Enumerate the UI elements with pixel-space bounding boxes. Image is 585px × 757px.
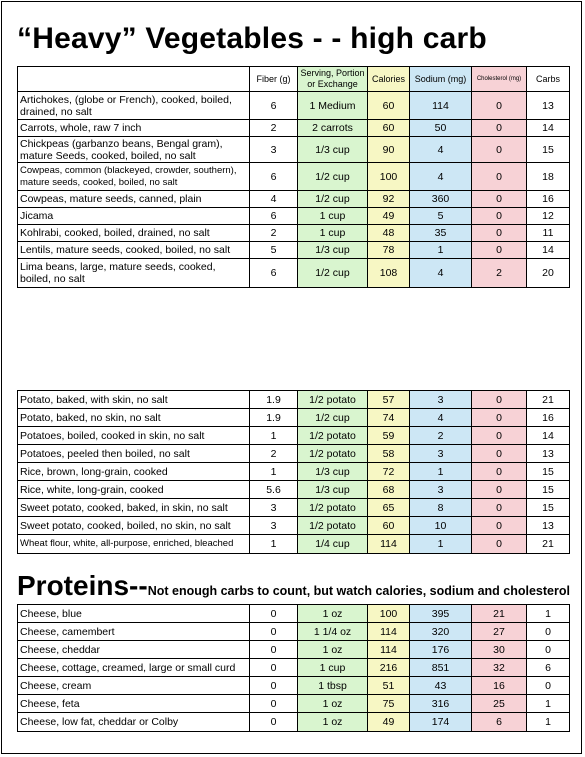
serving-cell: 1/2 cup xyxy=(298,259,368,288)
carbs-cell: 13 xyxy=(527,445,570,463)
sodium-cell: 395 xyxy=(410,605,472,623)
header-serving: Serving, Portion or Exchange xyxy=(298,67,368,92)
sodium-cell: 360 xyxy=(410,191,472,208)
food-name-cell: Cheese, cream xyxy=(18,677,250,695)
carbs-cell: 14 xyxy=(527,242,570,259)
serving-cell: 1/2 potato xyxy=(298,517,368,535)
cholesterol-cell: 0 xyxy=(472,137,527,163)
food-name-cell: Cowpeas, mature seeds, canned, plain xyxy=(18,191,250,208)
table-row xyxy=(18,695,570,713)
calories-cell: 92 xyxy=(368,191,410,208)
carbs-cell: 16 xyxy=(527,191,570,208)
table-row xyxy=(18,463,570,481)
food-name-cell: Lima beans, large, mature seeds, cooked, boiled, no salt xyxy=(18,259,250,288)
sodium-cell: 851 xyxy=(410,659,472,677)
food-name-cell: Cheese, low fat, cheddar or Colby xyxy=(18,713,250,732)
food-name-cell: Sweet potato, cooked, baked, in skin, no salt xyxy=(18,499,250,517)
carbs-cell: 18 xyxy=(527,163,570,191)
calories-cell: 60 xyxy=(368,120,410,137)
serving-cell: 1/3 cup xyxy=(298,137,368,163)
calories-cell: 51 xyxy=(368,677,410,695)
food-name-cell: Wheat flour, white, all-purpose, enriched, bleached xyxy=(18,535,250,554)
calories-cell: 100 xyxy=(368,163,410,191)
table-row xyxy=(18,481,570,499)
serving-cell: 1/3 cup xyxy=(298,242,368,259)
fiber-cell: 2 xyxy=(250,120,298,137)
table-row xyxy=(18,191,570,208)
serving-cell: 1/4 cup xyxy=(298,535,368,554)
proteins-title: Proteins-- xyxy=(17,570,148,601)
calories-cell: 49 xyxy=(368,713,410,732)
serving-cell: 1/2 potato xyxy=(298,427,368,445)
fiber-cell: 2 xyxy=(250,225,298,242)
carbs-cell: 15 xyxy=(527,481,570,499)
calories-cell: 72 xyxy=(368,463,410,481)
table-row xyxy=(18,242,570,259)
carbs-cell: 15 xyxy=(527,137,570,163)
calories-cell: 65 xyxy=(368,499,410,517)
food-name-cell: Lentils, mature seeds, cooked, boiled, no salt xyxy=(18,242,250,259)
serving-cell: 1 oz xyxy=(298,641,368,659)
serving-cell: 1/2 potato xyxy=(298,445,368,463)
fiber-cell: 5.6 xyxy=(250,481,298,499)
serving-cell: 1 oz xyxy=(298,695,368,713)
fiber-cell: 6 xyxy=(250,163,298,191)
cholesterol-cell: 0 xyxy=(472,535,527,554)
vegetables-table-1 xyxy=(17,66,570,288)
carbs-cell: 12 xyxy=(527,208,570,225)
carbs-cell: 15 xyxy=(527,463,570,481)
carbs-cell: 0 xyxy=(527,677,570,695)
food-name-cell: Carrots, whole, raw 7 inch xyxy=(18,120,250,137)
fiber-cell: 0 xyxy=(250,677,298,695)
calories-cell: 59 xyxy=(368,427,410,445)
fiber-cell: 6 xyxy=(250,259,298,288)
table-row xyxy=(18,659,570,677)
serving-cell: 1/3 cup xyxy=(298,481,368,499)
table-row xyxy=(18,225,570,242)
carbs-cell: 15 xyxy=(527,499,570,517)
fiber-cell: 1 xyxy=(250,463,298,481)
sodium-cell: 4 xyxy=(410,163,472,191)
sodium-cell: 1 xyxy=(410,463,472,481)
food-name-cell: Potato, baked, no skin, no salt xyxy=(18,409,250,427)
cholesterol-cell: 0 xyxy=(472,391,527,409)
carbs-cell: 14 xyxy=(527,427,570,445)
table-row xyxy=(18,92,570,120)
fiber-cell: 1.9 xyxy=(250,391,298,409)
cholesterol-cell: 0 xyxy=(472,225,527,242)
food-name-cell: Cheese, cottage, creamed, large or small curd xyxy=(18,659,250,677)
carbs-cell: 1 xyxy=(527,605,570,623)
table-row xyxy=(18,259,570,288)
fiber-cell: 5 xyxy=(250,242,298,259)
cholesterol-cell: 0 xyxy=(472,499,527,517)
cholesterol-cell: 0 xyxy=(472,445,527,463)
sodium-cell: 5 xyxy=(410,208,472,225)
serving-cell: 1 1/4 oz xyxy=(298,623,368,641)
table-row xyxy=(18,517,570,535)
header-item xyxy=(18,67,250,92)
table-row xyxy=(18,677,570,695)
sodium-cell: 35 xyxy=(410,225,472,242)
table-row xyxy=(18,641,570,659)
calories-cell: 114 xyxy=(368,623,410,641)
serving-cell: 1/2 cup xyxy=(298,409,368,427)
fiber-cell: 1 xyxy=(250,535,298,554)
cholesterol-cell: 25 xyxy=(472,695,527,713)
fiber-cell: 6 xyxy=(250,208,298,225)
fiber-cell: 0 xyxy=(250,695,298,713)
table-row xyxy=(18,120,570,137)
calories-cell: 216 xyxy=(368,659,410,677)
fiber-cell: 1 xyxy=(250,427,298,445)
sodium-cell: 4 xyxy=(410,137,472,163)
cholesterol-cell: 0 xyxy=(472,481,527,499)
serving-cell: 1/3 cup xyxy=(298,463,368,481)
sodium-cell: 43 xyxy=(410,677,472,695)
proteins-heading xyxy=(17,570,570,602)
cholesterol-cell: 0 xyxy=(472,92,527,120)
sodium-cell: 50 xyxy=(410,120,472,137)
carbs-cell: 0 xyxy=(527,623,570,641)
table-row xyxy=(18,445,570,463)
serving-cell: 1 oz xyxy=(298,713,368,732)
serving-cell: 1 cup xyxy=(298,225,368,242)
calories-cell: 74 xyxy=(368,409,410,427)
carbs-cell: 13 xyxy=(527,92,570,120)
cholesterol-cell: 6 xyxy=(472,713,527,732)
food-name-cell: Rice, brown, long-grain, cooked xyxy=(18,463,250,481)
serving-cell: 2 carrots xyxy=(298,120,368,137)
food-name-cell: Artichokes, (globe or French), cooked, boiled, drained, no salt xyxy=(18,92,250,120)
carbs-cell: 6 xyxy=(527,659,570,677)
header-cholesterol: Cholesterol (mg) xyxy=(472,67,527,92)
fiber-cell: 0 xyxy=(250,605,298,623)
calories-cell: 78 xyxy=(368,242,410,259)
cholesterol-cell: 0 xyxy=(472,517,527,535)
table-row xyxy=(18,427,570,445)
sodium-cell: 4 xyxy=(410,409,472,427)
calories-cell: 48 xyxy=(368,225,410,242)
table-row xyxy=(18,623,570,641)
sodium-cell: 3 xyxy=(410,445,472,463)
calories-cell: 57 xyxy=(368,391,410,409)
proteins-subtitle: Not enough carbs to count, but watch calories, sodium and cholesterol xyxy=(147,584,570,598)
food-name-cell: Potato, baked, with skin, no salt xyxy=(18,391,250,409)
fiber-cell: 1.9 xyxy=(250,409,298,427)
serving-cell: 1 cup xyxy=(298,208,368,225)
cholesterol-cell: 0 xyxy=(472,163,527,191)
carbs-cell: 13 xyxy=(527,517,570,535)
table-row xyxy=(18,605,570,623)
calories-cell: 75 xyxy=(368,695,410,713)
carbs-cell: 21 xyxy=(527,391,570,409)
fiber-cell: 3 xyxy=(250,137,298,163)
serving-cell: 1 oz xyxy=(298,605,368,623)
serving-cell: 1 cup xyxy=(298,659,368,677)
food-name-cell: Chickpeas (garbanzo beans, Bengal gram), mature Seeds, cooked, boiled, no salt xyxy=(18,137,250,163)
carbs-cell: 11 xyxy=(527,225,570,242)
calories-cell: 58 xyxy=(368,445,410,463)
header-calories: Calories xyxy=(368,67,410,92)
carbs-cell: 16 xyxy=(527,409,570,427)
cholesterol-cell: 30 xyxy=(472,641,527,659)
table-row xyxy=(18,713,570,732)
cholesterol-cell: 0 xyxy=(472,191,527,208)
sodium-cell: 316 xyxy=(410,695,472,713)
fiber-cell: 0 xyxy=(250,659,298,677)
sodium-cell: 4 xyxy=(410,259,472,288)
sodium-cell: 3 xyxy=(410,481,472,499)
food-name-cell: Potatoes, peeled then boiled, no salt xyxy=(18,445,250,463)
header-sodium: Sodium (mg) xyxy=(410,67,472,92)
fiber-cell: 3 xyxy=(250,517,298,535)
table-row xyxy=(18,535,570,554)
serving-cell: 1 Medium xyxy=(298,92,368,120)
calories-cell: 100 xyxy=(368,605,410,623)
cholesterol-cell: 27 xyxy=(472,623,527,641)
calories-cell: 68 xyxy=(368,481,410,499)
calories-cell: 108 xyxy=(368,259,410,288)
cholesterol-cell: 0 xyxy=(472,427,527,445)
food-name-cell: Sweet potato, cooked, boiled, no skin, no salt xyxy=(18,517,250,535)
calories-cell: 114 xyxy=(368,535,410,554)
fiber-cell: 3 xyxy=(250,499,298,517)
fiber-cell: 6 xyxy=(250,92,298,120)
table-row xyxy=(18,499,570,517)
carbs-cell: 21 xyxy=(527,535,570,554)
serving-cell: 1/2 potato xyxy=(298,391,368,409)
food-name-cell: Cowpeas, common (blackeyed, crowder, southern), mature seeds, cooked, boiled, no salt xyxy=(18,163,250,191)
fiber-cell: 2 xyxy=(250,445,298,463)
sodium-cell: 10 xyxy=(410,517,472,535)
food-name-cell: Potatoes, boiled, cooked in skin, no salt xyxy=(18,427,250,445)
serving-cell: 1/2 cup xyxy=(298,163,368,191)
carbs-cell: 0 xyxy=(527,641,570,659)
sodium-cell: 114 xyxy=(410,92,472,120)
food-name-cell: Cheese, cheddar xyxy=(18,641,250,659)
page-title: “Heavy” Vegetables - - high carb xyxy=(17,22,487,55)
vegetables-table-2 xyxy=(17,390,570,554)
food-name-cell: Jicama xyxy=(18,208,250,225)
calories-cell: 90 xyxy=(368,137,410,163)
fiber-cell: 4 xyxy=(250,191,298,208)
sodium-cell: 1 xyxy=(410,242,472,259)
serving-cell: 1/2 cup xyxy=(298,191,368,208)
food-name-cell: Rice, white, long-grain, cooked xyxy=(18,481,250,499)
cholesterol-cell: 0 xyxy=(472,242,527,259)
calories-cell: 114 xyxy=(368,641,410,659)
carbs-cell: 1 xyxy=(527,695,570,713)
cholesterol-cell: 32 xyxy=(472,659,527,677)
cholesterol-cell: 2 xyxy=(472,259,527,288)
cholesterol-cell: 21 xyxy=(472,605,527,623)
header-fiber: Fiber (g) xyxy=(250,67,298,92)
food-name-cell: Cheese, blue xyxy=(18,605,250,623)
table-row xyxy=(18,163,570,191)
sodium-cell: 174 xyxy=(410,713,472,732)
calories-cell: 49 xyxy=(368,208,410,225)
table-row xyxy=(18,208,570,225)
serving-cell: 1/2 potato xyxy=(298,499,368,517)
food-name-cell: Cheese, camembert xyxy=(18,623,250,641)
food-name-cell: Cheese, feta xyxy=(18,695,250,713)
table-row xyxy=(18,409,570,427)
fiber-cell: 0 xyxy=(250,713,298,732)
cholesterol-cell: 0 xyxy=(472,409,527,427)
carbs-cell: 14 xyxy=(527,120,570,137)
calories-cell: 60 xyxy=(368,517,410,535)
sodium-cell: 176 xyxy=(410,641,472,659)
header-carbs: Carbs xyxy=(527,67,570,92)
table-header-row xyxy=(18,67,570,92)
table-row xyxy=(18,137,570,163)
fiber-cell: 0 xyxy=(250,641,298,659)
table-row xyxy=(18,391,570,409)
sodium-cell: 3 xyxy=(410,391,472,409)
serving-cell: 1 tbsp xyxy=(298,677,368,695)
sodium-cell: 8 xyxy=(410,499,472,517)
carbs-cell: 1 xyxy=(527,713,570,732)
carbs-cell: 20 xyxy=(527,259,570,288)
fiber-cell: 0 xyxy=(250,623,298,641)
sodium-cell: 320 xyxy=(410,623,472,641)
calories-cell: 60 xyxy=(368,92,410,120)
cholesterol-cell: 16 xyxy=(472,677,527,695)
cholesterol-cell: 0 xyxy=(472,208,527,225)
proteins-table xyxy=(17,604,570,732)
food-name-cell: Kohlrabi, cooked, boiled, drained, no salt xyxy=(18,225,250,242)
sodium-cell: 1 xyxy=(410,535,472,554)
cholesterol-cell: 0 xyxy=(472,463,527,481)
sodium-cell: 2 xyxy=(410,427,472,445)
cholesterol-cell: 0 xyxy=(472,120,527,137)
